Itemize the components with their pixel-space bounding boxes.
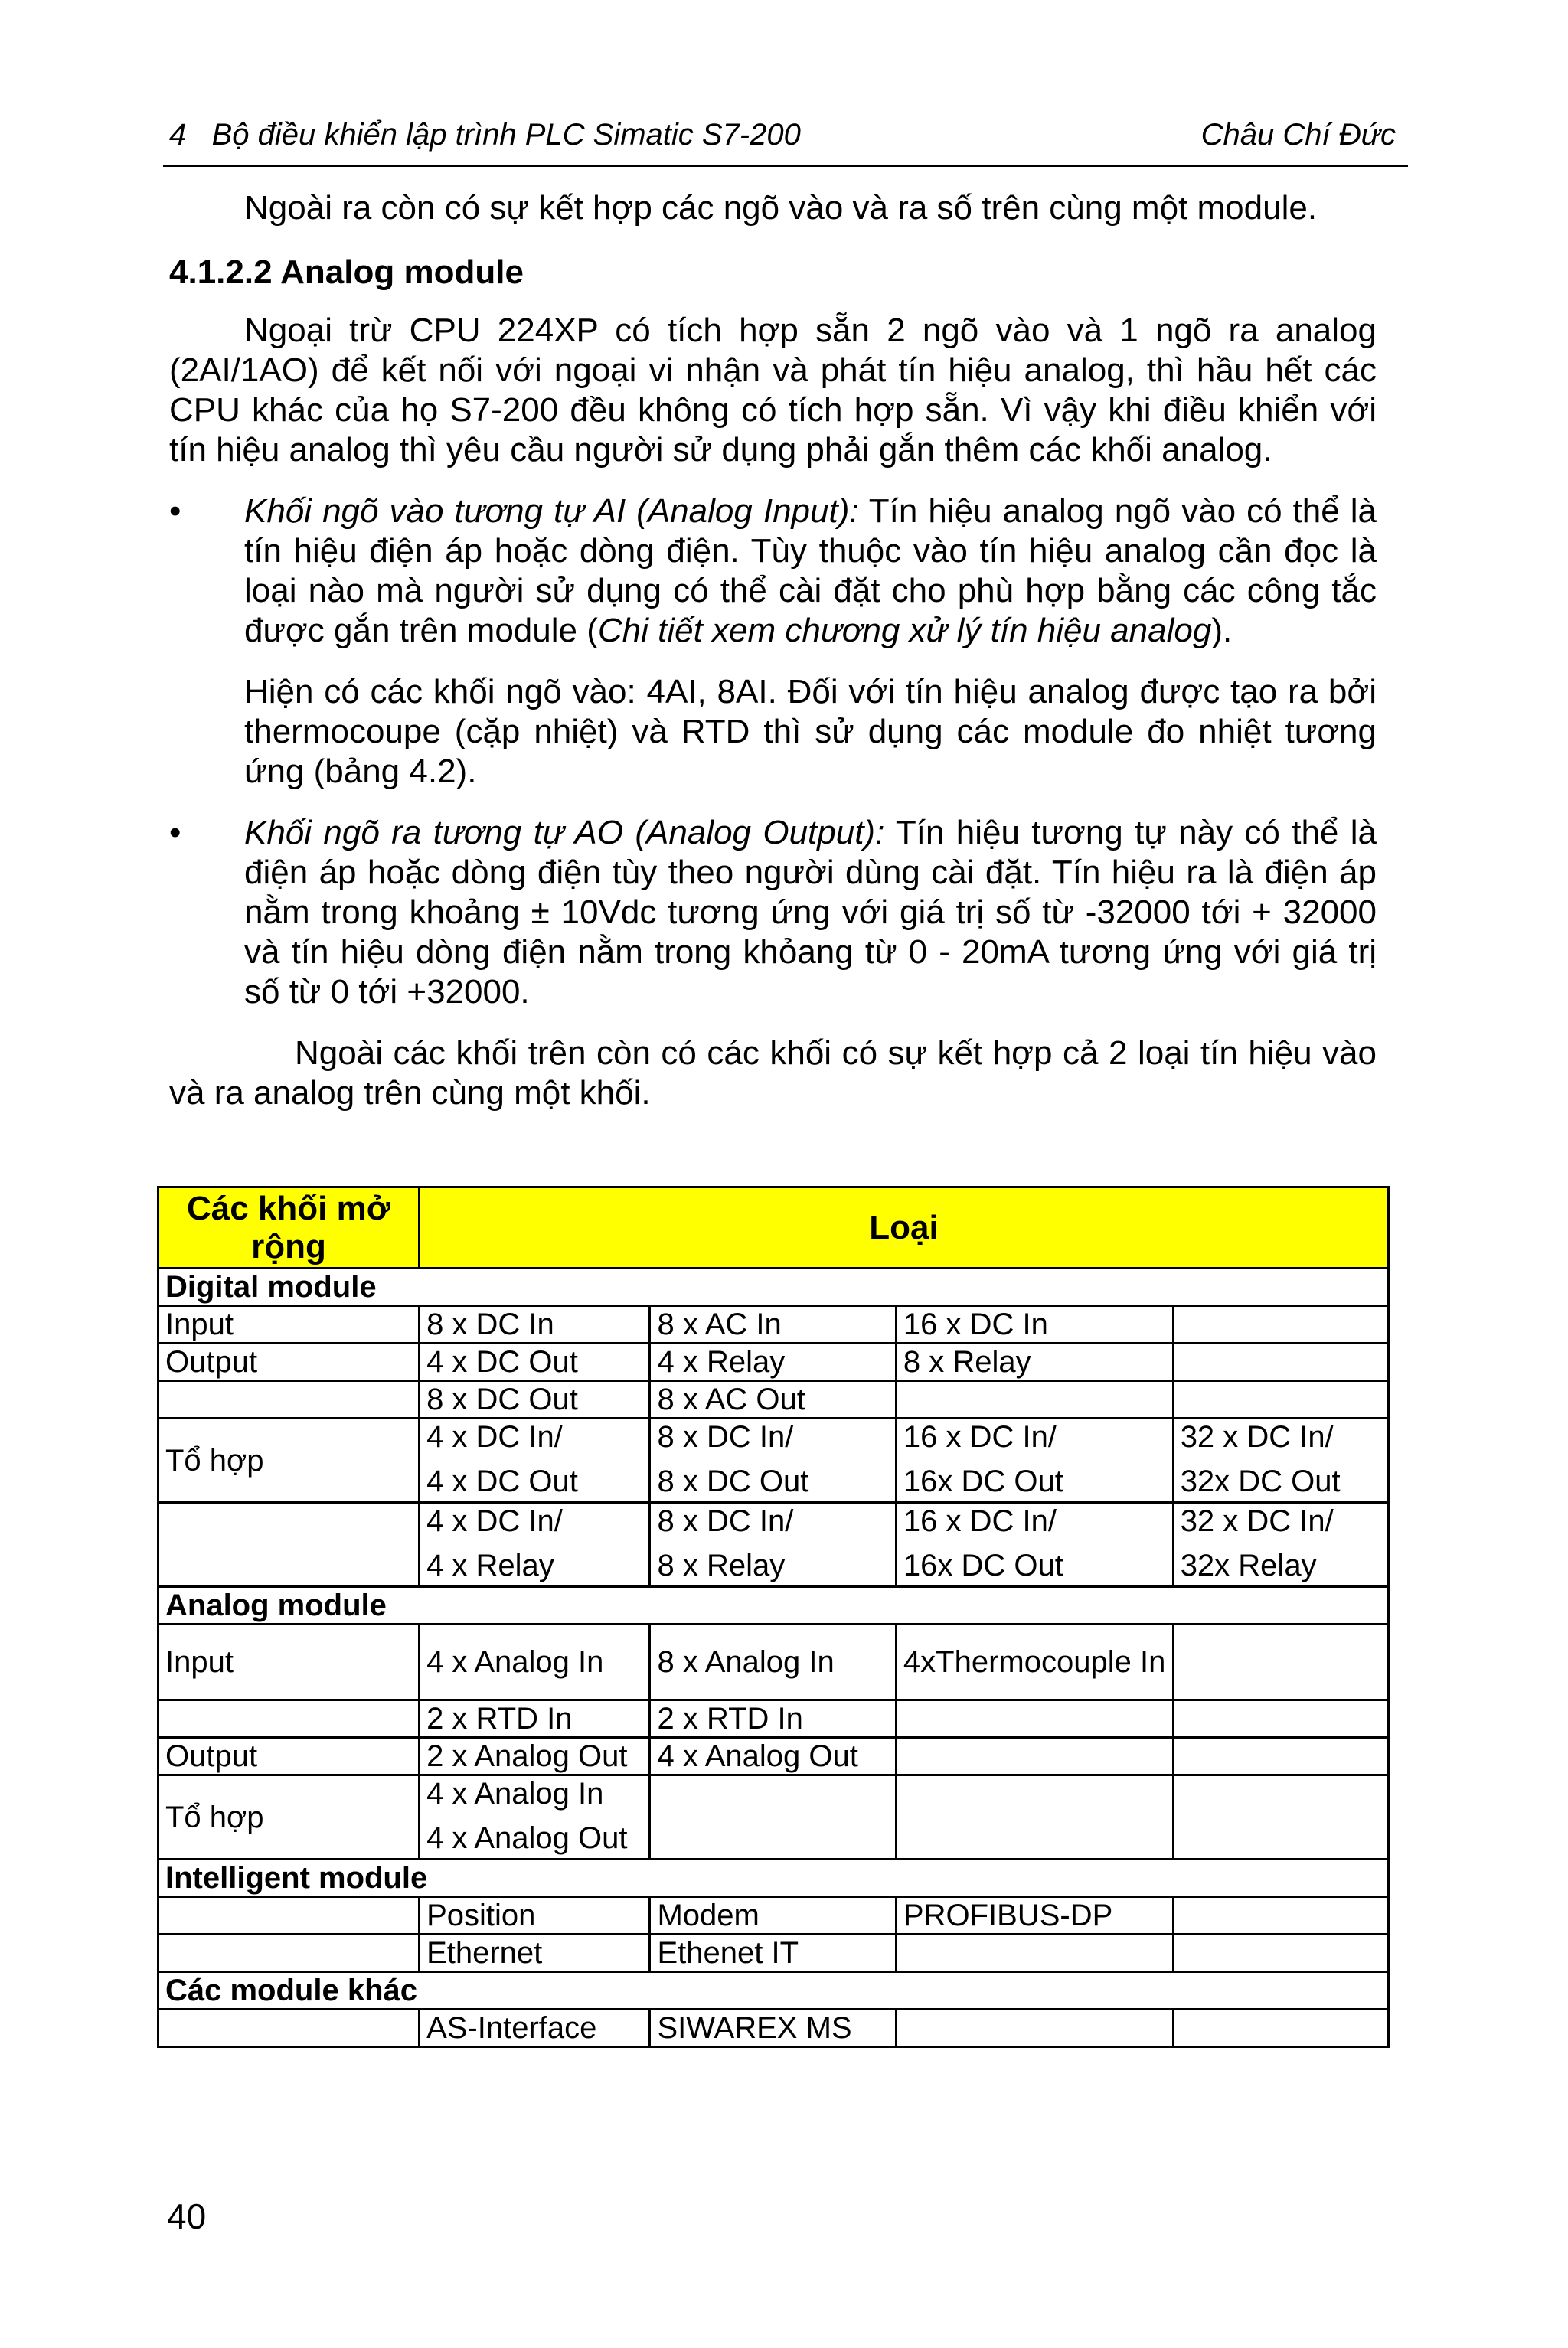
table-cell: 8 x Relay — [896, 1344, 1173, 1381]
table-cell: 16 x DC In — [896, 1306, 1173, 1344]
header-chapter-title: 4 Bộ điều khiển lập trình PLC Simatic S7-200 — [169, 118, 801, 152]
table-cell — [1173, 1503, 1388, 1587]
table-cell: 4xThermocouple In — [896, 1625, 1173, 1700]
table-cell: 4 x DC Out — [420, 1344, 650, 1381]
cell-bottom: 8 x DC Out — [657, 1465, 809, 1498]
table-cell — [1173, 1700, 1388, 1738]
page-body — [169, 188, 1377, 1113]
table-cell: 8 x AC In — [650, 1306, 896, 1344]
table-cell — [420, 1419, 650, 1503]
table-cell: Ethernet — [420, 1935, 650, 1972]
table-cell: Input — [158, 1625, 420, 1700]
table-cell — [158, 1897, 420, 1935]
cell-top: 8 x DC In/ — [657, 1420, 794, 1454]
cell-top: 32 x DC In/ — [1180, 1504, 1334, 1538]
table-cell — [420, 1775, 650, 1860]
table-cell — [1173, 1306, 1388, 1344]
cell-bottom: 8 x Relay — [657, 1549, 786, 1582]
table-cell: 8 x Analog In — [650, 1625, 896, 1700]
table-header-type: Loại — [420, 1187, 1389, 1269]
bullet-analog-output — [169, 813, 1377, 1012]
cell-bottom: 4 x Analog Out — [426, 1821, 628, 1855]
table-cell — [896, 1775, 1173, 1860]
header-author: Châu Chí Đức — [1200, 118, 1396, 152]
cell-top: 16 x DC In/ — [903, 1504, 1057, 1538]
table-cell — [1173, 2010, 1388, 2047]
table-cell: Output — [158, 1344, 420, 1381]
cell-top: 8 x DC In/ — [657, 1504, 794, 1538]
table-cell: 2 x RTD In — [420, 1700, 650, 1738]
bullet-2-term: Khối ngõ ra tương tự AO (Analog Output): — [244, 814, 885, 851]
table-cell — [896, 1700, 1173, 1738]
table-cell: SIWAREX MS — [650, 2010, 896, 2047]
table-cell — [650, 1775, 896, 1860]
group-digital: Digital module — [158, 1269, 1389, 1306]
table-cell — [896, 1738, 1173, 1775]
table-cell: 4 x Relay — [650, 1344, 896, 1381]
cell-bottom: 4 x Relay — [426, 1549, 554, 1582]
table-cell: 8 x DC In — [420, 1306, 650, 1344]
table-cell: 8 x AC Out — [650, 1381, 896, 1419]
page-header — [163, 115, 1408, 167]
cell-bottom: 16x DC Out — [903, 1465, 1063, 1498]
extension-modules-table — [157, 1186, 1390, 2048]
cell-bottom: 32x Relay — [1180, 1549, 1317, 1582]
table-cell — [1173, 1897, 1388, 1935]
table-cell — [896, 2010, 1173, 2047]
table-cell: Tổ hợp — [158, 1419, 420, 1503]
table-cell: 2 x RTD In — [650, 1700, 896, 1738]
table-cell: Input — [158, 1306, 420, 1344]
paragraph-3 — [169, 1034, 1377, 1113]
bullet-1-tail: ). — [1211, 612, 1233, 649]
table-cell: Modem — [650, 1897, 896, 1935]
cell-bottom: 4 x DC Out — [426, 1465, 578, 1498]
table-cell: 4 x Analog Out — [650, 1738, 896, 1775]
intro-paragraph: Ngoài ra còn có sự kết hợp các ngõ vào và ra số trên cùng một module. — [244, 189, 1318, 227]
bullet-1-ref: Chi tiết xem chương xử lý tín hiệu analog — [597, 612, 1212, 649]
cell-bottom: 16x DC Out — [903, 1549, 1063, 1582]
table-cell — [896, 1503, 1173, 1587]
table-cell: 4 x Analog In — [420, 1625, 650, 1700]
bullet-analog-input — [169, 491, 1377, 651]
paragraph-2: Hiện có các khối ngõ vào: 4AI, 8AI. Đối với tín hiệu analog được tạo ra bởi thermocoupe (cặp nhiệt) và RTD thì sử dụng các module đo nhiệt tương ứng (bảng 4.2). — [244, 673, 1377, 790]
bullet-1-term: Khối ngõ vào tương tự AI (Analog Input): — [244, 492, 859, 530]
cell-top: 32 x DC In/ — [1180, 1420, 1334, 1454]
bullet-2-text: Tín hiệu tương tự này có thể là điện áp hoặc dòng điện tùy theo người dùng cài đặt. Tín hiệu ra là điện áp nằm trong khoảng ± 10Vdc tương ứng với giá trị số từ -32000 tới + 32000 và tín hiệu dòng điện nằm trong khỏang từ 0 - 20mA tương ứng với giá trị số từ 0 tới +32000. — [244, 814, 1377, 1011]
table-cell: Output — [158, 1738, 420, 1775]
group-intelligent: Intelligent module — [158, 1860, 1389, 1897]
table-cell — [158, 2010, 420, 2047]
section-heading: 4.1.2.2 Analog module — [169, 253, 524, 291]
table-cell: PROFIBUS-DP — [896, 1897, 1173, 1935]
table-cell: 2 x Analog Out — [420, 1738, 650, 1775]
paragraph-3-text: Ngoài các khối trên còn có các khối có sự kết hợp cả 2 loại tín hiệu vào và ra analog trên cùng một khối. — [169, 1034, 1377, 1112]
table-cell — [1173, 1775, 1388, 1860]
group-analog: Analog module — [158, 1587, 1389, 1625]
table-cell — [1173, 1935, 1388, 1972]
table-cell — [158, 1700, 420, 1738]
table-cell: Position — [420, 1897, 650, 1935]
table-cell: Ethenet IT — [650, 1935, 896, 1972]
table-cell — [1173, 1344, 1388, 1381]
table-header-modules: Các khối mở rộng — [158, 1187, 420, 1269]
table-cell — [896, 1381, 1173, 1419]
table-cell — [896, 1935, 1173, 1972]
bullet-dot: • — [169, 492, 181, 530]
paragraph-1-text: Ngoại trừ CPU 224XP có tích hợp sẵn 2 ngõ vào và 1 ngõ ra analog (2AI/1AO) để kết nối với ngoại vi nhận và phát tín hiệu analog, thì hầu hết các CPU khác của họ S7-200 đều không có tích hợp sẵn. Vì vậy khi điều khiển với tín hiệu analog thì yêu cầu người sử dụng phải gắn thêm các khối analog. — [169, 312, 1377, 469]
table-cell: Tổ hợp — [158, 1775, 420, 1860]
cell-top: 4 x DC In/ — [426, 1420, 563, 1454]
table-cell — [1173, 1381, 1388, 1419]
bullet-1-text: Tín hiệu analog ngõ vào có thể là tín hiệu điện áp hoặc dòng điện. Tùy thuộc vào tín hiệu analog cần đọc là loại nào mà người sử dụng có thể cài đặt cho phù hợp bằng các công tắc được gắn trên module ( — [244, 492, 1377, 649]
table-cell — [1173, 1625, 1388, 1700]
table-cell — [420, 1503, 650, 1587]
table-cell — [158, 1503, 420, 1587]
bullet-dot: • — [169, 814, 181, 851]
paragraph-1 — [169, 311, 1377, 470]
table-cell — [896, 1419, 1173, 1503]
table-cell: AS-Interface — [420, 2010, 650, 2047]
group-other: Các module khác — [158, 1972, 1389, 2010]
cell-top: 4 x DC In/ — [426, 1504, 563, 1538]
cell-top: 4 x Analog In — [426, 1777, 604, 1811]
table-cell: 8 x DC Out — [420, 1381, 650, 1419]
page-number: 40 — [167, 2196, 207, 2236]
table-cell — [1173, 1738, 1388, 1775]
table-cell — [158, 1935, 420, 1972]
table-cell — [1173, 1419, 1388, 1503]
table-cell — [650, 1503, 896, 1587]
cell-top: 16 x DC In/ — [903, 1420, 1057, 1454]
table-cell — [158, 1381, 420, 1419]
cell-bottom: 32x DC Out — [1180, 1465, 1341, 1498]
table-cell — [650, 1419, 896, 1503]
